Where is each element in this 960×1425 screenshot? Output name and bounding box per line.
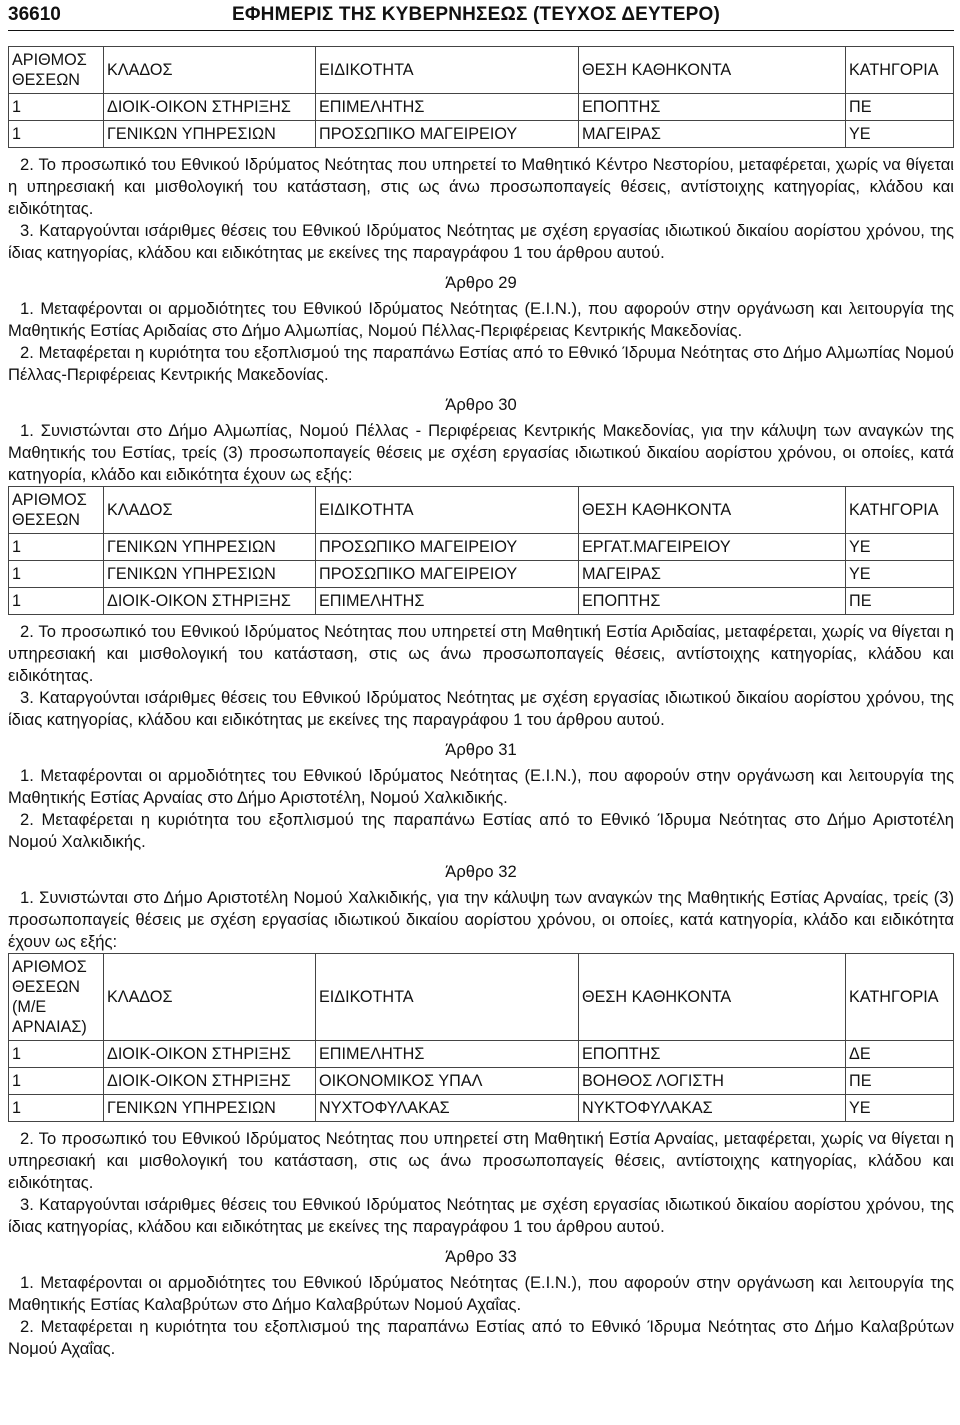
paragraph: 2. Μεταφέρεται η κυριότητα του εξοπλισμού της παραπάνω Εστίας από το Εθνικό Ίδρυμα Νεότητας στο Δήμο Καλαβρύτων Νομού Αχαΐας. bbox=[8, 1317, 954, 1358]
table-cell: ΜΑΓΕΙΡΑΣ bbox=[579, 561, 846, 588]
table-cell: ΕΠΟΠΤΗΣ bbox=[579, 1041, 846, 1068]
header-duty-position: ΘΕΣΗ ΚΑΘΗΚΟΝΤΑ bbox=[579, 47, 846, 94]
table-cell: ΠΕ bbox=[846, 1068, 954, 1095]
table-cell: ΠΡΟΣΩΠΙΚΟ ΜΑΓΕΙΡΕΙΟΥ bbox=[316, 561, 579, 588]
table-cell: ΥΕ bbox=[846, 121, 954, 148]
header-positions: ΑΡΙΘΜΟΣ ΘΕΣΕΩΝ bbox=[9, 47, 104, 94]
header-category: ΚΑΤΗΓΟΡΙΑ bbox=[846, 954, 954, 1041]
table-cell: ΔΙΟΙΚ-ΟΙΚΟΝ ΣΤΗΡΙΞΗΣ bbox=[104, 588, 316, 615]
table-cell: ΔΙΟΙΚ-ΟΙΚΟΝ ΣΤΗΡΙΞΗΣ bbox=[104, 94, 316, 121]
table-cell: 1 bbox=[9, 534, 104, 561]
table-cell: 1 bbox=[9, 1068, 104, 1095]
header-duty-position: ΘΕΣΗ ΚΑΘΗΚΟΝΤΑ bbox=[579, 487, 846, 534]
table-cell: 1 bbox=[9, 588, 104, 615]
header-category: ΚΑΤΗΓΟΡΙΑ bbox=[846, 47, 954, 94]
paragraph: 3. Καταργούνται ισάριθμες θέσεις του Εθνικού Ιδρύματος Νεότητας με σχέση εργασίας ιδιωτικού δικαίου αορίστου χρόνου, της ίδιας κατηγορίας, κλάδου και ειδικότητας με εκείνες της παραγράφου 1 του άρθρου αυτού. bbox=[8, 221, 954, 262]
page-content bbox=[8, 46, 954, 1360]
header-positions: ΑΡΙΘΜΟΣ ΘΕΣΕΩΝ bbox=[9, 487, 104, 534]
paragraph: 1. Συνιστώνται στο Δήμο Αλμωπίας, Νομού Πέλλας - Περιφέρειας Κεντρικής Μακεδονίας, για την κάλυψη των αναγκών της Μαθητικής του Εστίας, τρείς (3) προσωποπαγείς θέσεις με σχέση εργασίας ιδιωτικού δικαίου αορίστου χρόνου, οι οποίες, κατά κατηγορία, κλάδο και ειδικότητα έχουν ως εξής: bbox=[8, 421, 954, 484]
paragraph: 1. Μεταφέρονται οι αρμοδιότητες του Εθνικού Ιδρύματος Νεότητας (Ε.Ι.Ν.), που αφορούν στην οργάνωση και λειτουργία της Μαθητικής Εστίας Αριδαίας στο Δήμο Αλμωπίας, Νομού Πέλλας-Περιφέρειας Κεντρικής Μακεδονίας. bbox=[8, 299, 954, 340]
paragraph: 3. Καταργούνται ισάριθμες θέσεις του Εθνικού Ιδρύματος Νεότητας με σχέση εργασίας ιδιωτικού δικαίου αορίστου χρόνου, της ίδιας κατηγορίας, κλάδου και ειδικότητας με εκείνες της παραγράφου 1 του άρθρου αυτού. bbox=[8, 688, 954, 729]
paragraph: 1. Μεταφέρονται οι αρμοδιότητες του Εθνικού Ιδρύματος Νεότητας (Ε.Ι.Ν.), που αφορούν στην οργάνωση και λειτουργία της Μαθητικής Εστίας Καλαβρύτων στο Δήμο Καλαβρύτων Νομού Αχαΐας. bbox=[8, 1273, 954, 1314]
paragraph: 2. Το προσωπικό του Εθνικού Ιδρύματος Νεότητας που υπηρετεί στη Μαθητική Εστία Αρναίας, μεταφέρεται, χωρίς να θίγεται η υπηρεσιακή και μισθολογική του κατάσταση, στις ως άνω προσωποπαγείς θέσεις, αντίστοιχης κατηγορίας, κλάδου και ειδικότητας. bbox=[8, 1129, 954, 1192]
journal-title: ΕΦΗΜΕΡΙΣ ΤΗΣ ΚΥΒΕΡΝΗΣΕΩΣ (ΤΕΥΧΟΣ ΔΕΥΤΕΡΟ) bbox=[232, 4, 720, 25]
table-cell: ΠΡΟΣΩΠΙΚΟ ΜΑΓΕΙΡΕΙΟΥ bbox=[316, 534, 579, 561]
table-header-row bbox=[9, 47, 954, 94]
paragraph: 2. Το προσωπικό του Εθνικού Ιδρύματος Νεότητας που υπηρετεί στη Μαθητική Εστία Αριδαίας, μεταφέρεται, χωρίς να θίγεται η υπηρεσιακή και μισθολογική του κατάσταση, στις ως άνω προσωποπαγείς θέσεις, αντίστοιχης κατηγορίας, κλάδου και ειδικότητας. bbox=[8, 622, 954, 685]
header-branch: ΚΛΑΔΟΣ bbox=[104, 954, 316, 1041]
table-row bbox=[9, 1041, 954, 1068]
table-cell: ΔΙΟΙΚ-ΟΙΚΟΝ ΣΤΗΡΙΞΗΣ bbox=[104, 1068, 316, 1095]
table-cell: ΝΥΧΤΟΦΥΛΑΚΑΣ bbox=[316, 1095, 579, 1122]
positions-table-2 bbox=[8, 486, 954, 615]
table-cell: ΕΠΟΠΤΗΣ bbox=[579, 588, 846, 615]
paragraph: 2. Μεταφέρεται η κυριότητα του εξοπλισμού της παραπάνω Εστίας από το Εθνικό Ίδρυμα Νεότητας στο Δήμο Αριστοτέλη Νομού Χαλκιδικής. bbox=[8, 810, 954, 851]
table-row bbox=[9, 1068, 954, 1095]
table-cell: 1 bbox=[9, 94, 104, 121]
article-title: Άρθρο 31 bbox=[445, 740, 517, 759]
header-category: ΚΑΤΗΓΟΡΙΑ bbox=[846, 487, 954, 534]
positions-table-3 bbox=[8, 953, 954, 1122]
article-title: Άρθρο 30 bbox=[445, 395, 517, 414]
positions-table-1 bbox=[8, 46, 954, 148]
table-cell: ΓΕΝΙΚΩΝ ΥΠΗΡΕΣΙΩΝ bbox=[104, 1095, 316, 1122]
article-title: Άρθρο 33 bbox=[445, 1247, 517, 1266]
table-cell: ΜΑΓΕΙΡΑΣ bbox=[579, 121, 846, 148]
table-header-row bbox=[9, 487, 954, 534]
table-row bbox=[9, 588, 954, 615]
article-title: Άρθρο 29 bbox=[445, 273, 517, 292]
table-row bbox=[9, 121, 954, 148]
table-cell: ΒΟΗΘΟΣ ΛΟΓΙΣΤΗ bbox=[579, 1068, 846, 1095]
table-cell: ΔΙΟΙΚ-ΟΙΚΟΝ ΣΤΗΡΙΞΗΣ bbox=[104, 1041, 316, 1068]
page-number: 36610 bbox=[8, 4, 61, 25]
table-cell: ΓΕΝΙΚΩΝ ΥΠΗΡΕΣΙΩΝ bbox=[104, 534, 316, 561]
paragraph: 2. Το προσωπικό του Εθνικού Ιδρύματος Νεότητας που υπηρετεί το Μαθητικό Κέντρο Νεστορίου, μεταφέρεται, χωρίς να θίγεται η υπηρεσιακή και μισθολογική του κατάσταση, στις ως άνω προσωποπαγείς θέσεις, αντίστοιχης κατηγορίας, κλάδου και ειδικότητας. bbox=[8, 155, 954, 218]
header-specialty: ΕΙΔΙΚΟΤΗΤΑ bbox=[316, 954, 579, 1041]
table-cell: ΥΕ bbox=[846, 534, 954, 561]
table-cell: ΓΕΝΙΚΩΝ ΥΠΗΡΕΣΙΩΝ bbox=[104, 561, 316, 588]
header-branch: ΚΛΑΔΟΣ bbox=[104, 47, 316, 94]
table-cell: ΥΕ bbox=[846, 1095, 954, 1122]
table-cell: 1 bbox=[9, 121, 104, 148]
table-cell: ΠΡΟΣΩΠΙΚΟ ΜΑΓΕΙΡΕΙΟΥ bbox=[316, 121, 579, 148]
table-cell: ΝΥΚΤΟΦΥΛΑΚΑΣ bbox=[579, 1095, 846, 1122]
table-cell: ΕΡΓΑΤ.ΜΑΓΕΙΡΕΙΟΥ bbox=[579, 534, 846, 561]
paragraph: 1. Συνιστώνται στο Δήμο Αριστοτέλη Νομού Χαλκιδικής, για την κάλυψη των αναγκών της Μαθητικής Εστίας Αρναίας, τρείς (3) προσωποπαγείς θέσεις με σχέση εργασίας ιδιωτικού δικαίου αορίστου χρόνου, οι οποίες, κατά κατηγορία, κλάδο και ειδικότητα έχουν ως εξής: bbox=[8, 888, 954, 951]
paragraph: 2. Μεταφέρεται η κυριότητα του εξοπλισμού της παραπάνω Εστίας από το Εθνικό Ίδρυμα Νεότητας στο Δήμο Αλμωπίας Νομού Πέλλας-Περιφέρειας Κεντρικής Μακεδονίας. bbox=[8, 343, 954, 384]
table-row bbox=[9, 94, 954, 121]
table-cell: 1 bbox=[9, 1041, 104, 1068]
table-cell: ΥΕ bbox=[846, 561, 954, 588]
table-cell: ΠΕ bbox=[846, 588, 954, 615]
header-specialty: ΕΙΔΙΚΟΤΗΤΑ bbox=[316, 47, 579, 94]
table-cell: 1 bbox=[9, 561, 104, 588]
table-cell: ΕΠΟΠΤΗΣ bbox=[579, 94, 846, 121]
table-cell: ΟΙΚΟΝΟΜΙΚΟΣ ΥΠΑΛ bbox=[316, 1068, 579, 1095]
table-cell: ΔΕ bbox=[846, 1041, 954, 1068]
table-cell: 1 bbox=[9, 1095, 104, 1122]
header-specialty: ΕΙΔΙΚΟΤΗΤΑ bbox=[316, 487, 579, 534]
table-cell: ΕΠΙΜΕΛΗΤΗΣ bbox=[316, 94, 579, 121]
table-cell: ΓΕΝΙΚΩΝ ΥΠΗΡΕΣΙΩΝ bbox=[104, 121, 316, 148]
table-cell: ΠΕ bbox=[846, 94, 954, 121]
header-duty-position: ΘΕΣΗ ΚΑΘΗΚΟΝΤΑ bbox=[579, 954, 846, 1041]
table-row bbox=[9, 561, 954, 588]
paragraph: 1. Μεταφέρονται οι αρμοδιότητες του Εθνικού Ιδρύματος Νεότητας (Ε.Ι.Ν.), που αφορούν στην οργάνωση και λειτουργία της Μαθητικής Εστίας Αρναίας στο Δήμο Αριστοτέλη, Νομού Χαλκιδικής. bbox=[8, 766, 954, 807]
table-cell: ΕΠΙΜΕΛΗΤΗΣ bbox=[316, 588, 579, 615]
table-row bbox=[9, 1095, 954, 1122]
article-title: Άρθρο 32 bbox=[445, 862, 517, 881]
table-cell: ΕΠΙΜΕΛΗΤΗΣ bbox=[316, 1041, 579, 1068]
paragraph: 3. Καταργούνται ισάριθμες θέσεις του Εθνικού Ιδρύματος Νεότητας με σχέση εργασίας ιδιωτικού δικαίου αορίστου χρόνου, της ίδιας κατηγορίας, κλάδου και ειδικότητας με εκείνες της παραγράφου 1 του άρθρου αυτού. bbox=[8, 1195, 954, 1236]
page-header bbox=[8, 0, 954, 31]
header-positions: ΑΡΙΘΜΟΣ ΘΕΣΕΩΝ (Μ/Ε ΑΡΝΑΙΑΣ) bbox=[9, 954, 104, 1041]
table-row bbox=[9, 534, 954, 561]
table-header-row bbox=[9, 954, 954, 1041]
header-branch: ΚΛΑΔΟΣ bbox=[104, 487, 316, 534]
